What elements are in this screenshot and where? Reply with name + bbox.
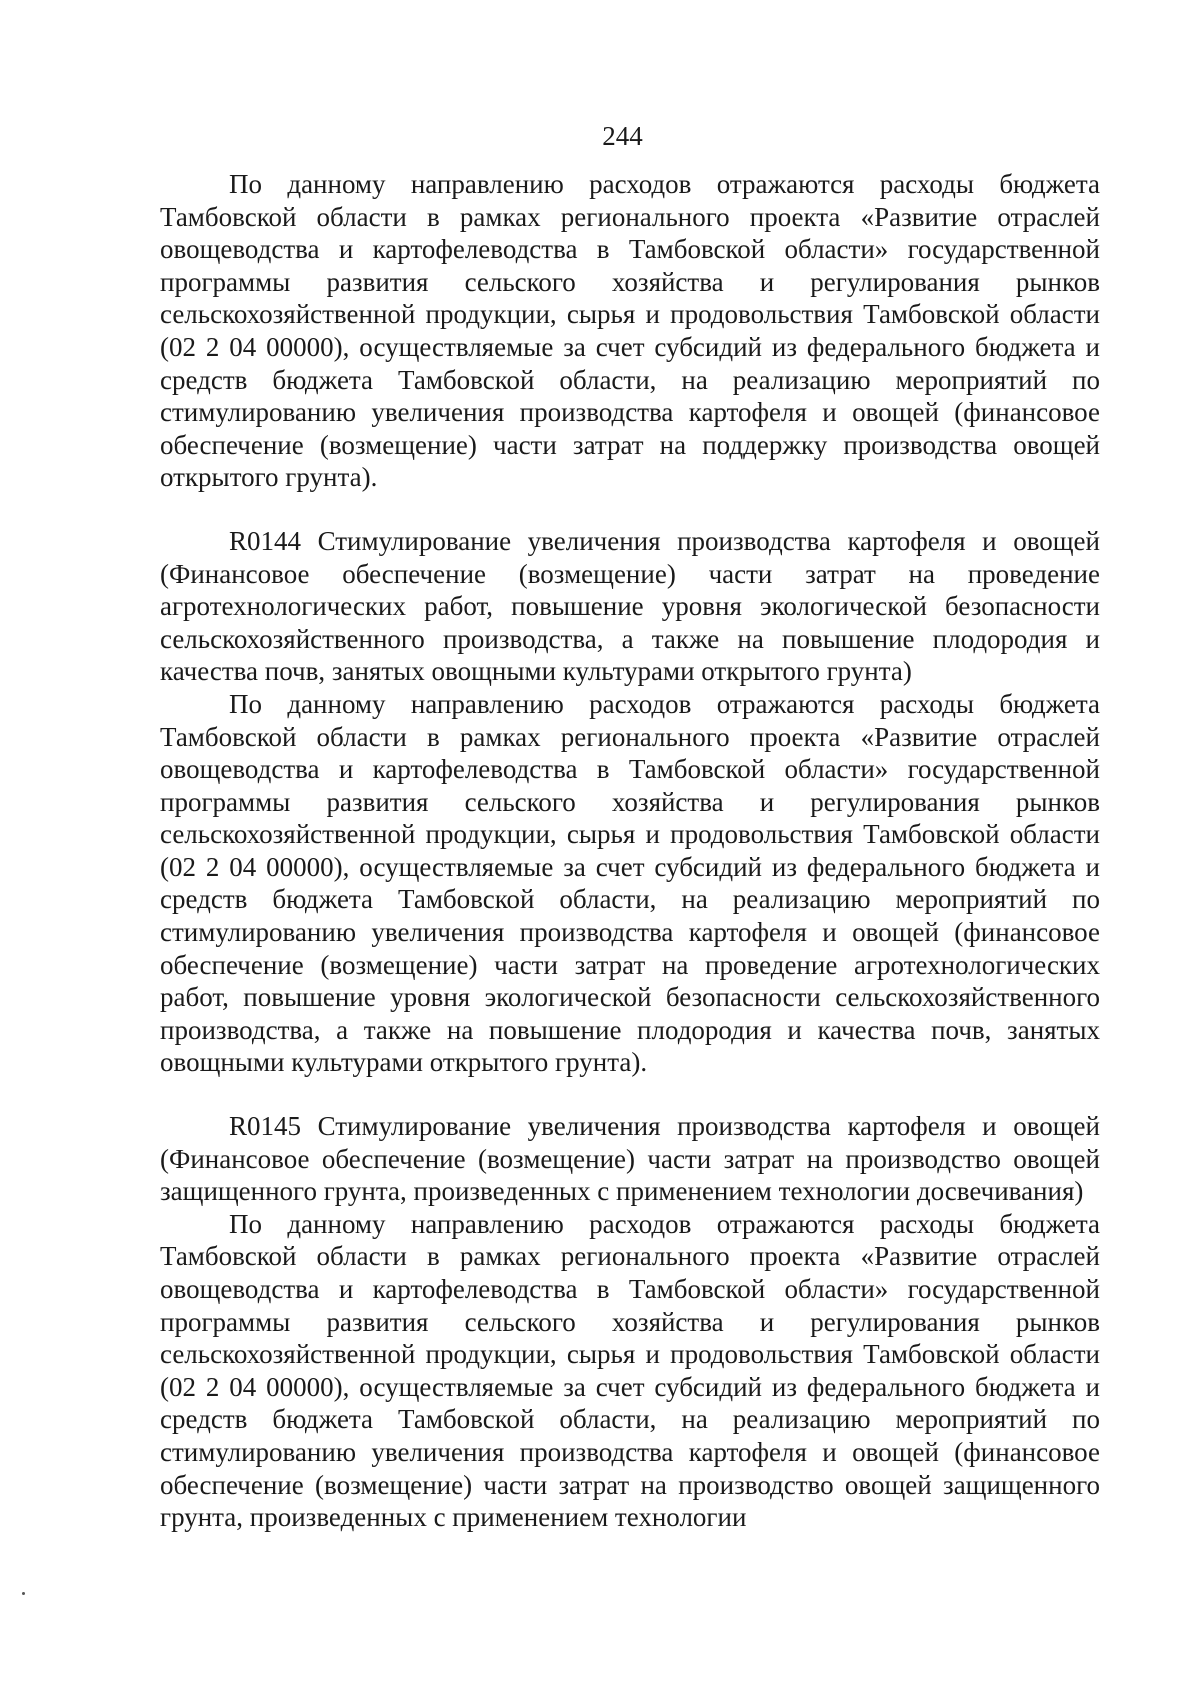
scan-speck: [22, 1592, 25, 1595]
document-body: [160, 168, 1100, 1534]
page-number: 244: [602, 121, 643, 151]
heading-r0145: R0145 Стимулирование увеличения производства картофеля и овощей (Финансовое обеспечение (возмещение) части затрат на производство овощей защищенного грунта, произведенных с применением технологии досвечивания): [160, 1111, 1100, 1207]
heading-r0144: R0144 Стимулирование увеличения производства картофеля и овощей (Финансовое обеспечение (возмещение) части затрат на проведение агротехнологических работ, повышение уровня экологической безопасности сельскохозяйственного производства, а также на повышение плодородия и качества почв, занятых овощными культурами открытого грунта): [160, 525, 1100, 687]
paragraph-description-2: По данному направлению расходов отражаются расходы бюджета Тамбовской области в рамках регионального проекта «Развитие отраслей овощеводства и картофелеводства в Тамбовской области» государственной программы развития сельского хозяйства и регулирования рынков сельскохозяйственной продукции, сырья и продовольствия Тамбовской области (02 2 04 00000), осуществляемые за счет субсидий из федерального бюджета и средств бюджета Тамбовской области, на реализацию мероприятий по стимулированию увеличения производства картофеля и овощей (финансовое обеспечение (возмещение) части затрат на проведение агротехнологических работ, повышение уровня экологической безопасности сельскохозяйственного производства, а также на повышение плодородия и качества почв, занятых овощными культурами открытого грунта).: [160, 688, 1100, 1078]
paragraph-description-1: По данному направлению расходов отражаются расходы бюджета Тамбовской области в рамках регионального проекта «Развитие отраслей овощеводства и картофелеводства в Тамбовской области» государственной программы развития сельского хозяйства и регулирования рынков сельскохозяйственной продукции, сырья и продовольствия Тамбовской области (02 2 04 00000), осуществляемые за счет субсидий из федерального бюджета и средств бюджета Тамбовской области, на реализацию мероприятий по стимулированию увеличения производства картофеля и овощей (финансовое обеспечение (возмещение) части затрат на поддержку производства овощей открытого грунта).: [160, 169, 1100, 493]
paragraph-description-3: По данному направлению расходов отражаются расходы бюджета Тамбовской области в рамках регионального проекта «Развитие отраслей овощеводства и картофелеводства в Тамбовской области» государственной программы развития сельского хозяйства и регулирования рынков сельскохозяйственной продукции, сырья и продовольствия Тамбовской области (02 2 04 00000), осуществляемые за счет субсидий из федерального бюджета и средств бюджета Тамбовской области, на реализацию мероприятий по стимулированию увеличения производства картофеля и овощей (финансовое обеспечение (возмещение) части затрат на производство овощей защищенного грунта, произведенных с применением технологии: [160, 1208, 1100, 1533]
